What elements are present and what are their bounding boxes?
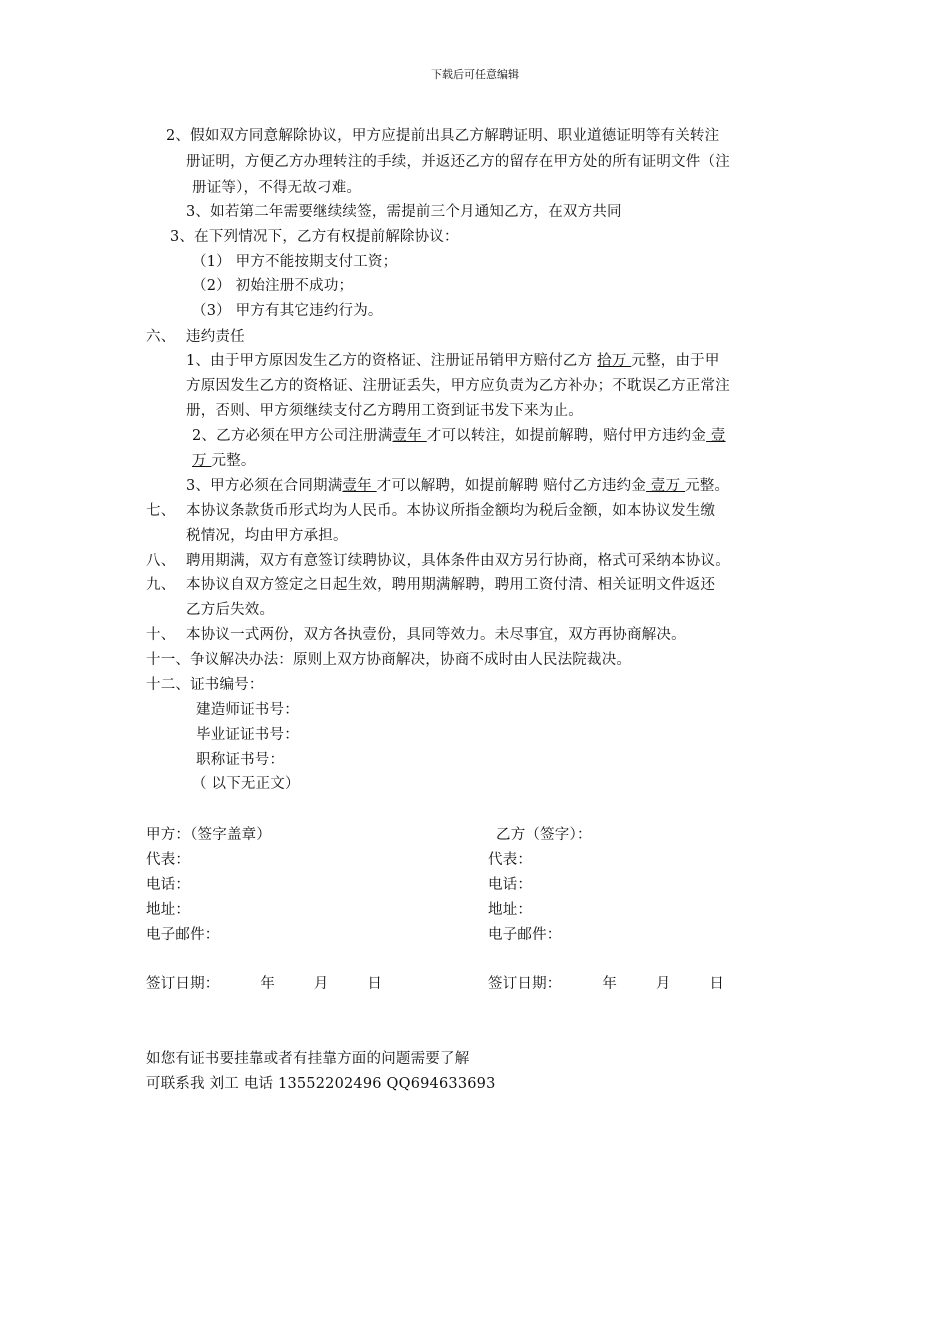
party-a-address: 地址： [146,902,191,918]
certificate-field: 毕业证证书号： [196,727,299,743]
section-8-line1: 聘用期满，双方有意签订续聘协议，具体条件由双方另行协商，格式可采纳本协议。 [186,553,730,569]
footer-line1: 如您有证书要挂靠或者有挂靠方面的问题需要了解 [146,1051,470,1067]
text: 2、乙方必须在甲方公司注册满 [192,428,393,444]
text: 才可以转注，如提前解聘，赔付甲方违约金 [426,428,707,444]
condition-item: （3） 甲方有其它违约行为。 [192,303,383,319]
section-6-p1-line3: 册，否则、甲方须继续支付乙方聘用工资到证书发下来为止。 [186,403,583,419]
end-of-text-note: （ 以下无正文） [192,776,300,792]
penalty-amount: 壹 [706,428,726,444]
day-label: 日 [709,976,725,992]
party-b-phone: 电话： [488,877,533,893]
section-6-p1-line2: 方原因发生乙方的资格证、注册证丢失，甲方应负责为乙方补办；不耽误乙方正常注 [186,378,730,394]
clause-3-renewal: 3、如若第二年需要继续续签，需提前三个月通知乙方，在双方共同 [186,204,622,220]
party-b-email: 电子邮件： [488,927,562,943]
party-b-representative: 代表： [488,852,533,868]
party-a-phone: 电话： [146,877,191,893]
page-header: 下载后可任意编辑 [431,68,519,81]
section-12-title: 十二、证书编号： [146,677,264,693]
party-a-sign-date [146,974,382,994]
text: 元整。 [211,453,256,469]
section-6-title: 违约责任 [186,329,245,345]
certificate-field: 职称证书号： [196,752,285,768]
section-6-number: 六、 [146,329,176,345]
text: 3、甲方必须在合同期满 [186,478,343,494]
certificate-field: 建造师证书号： [196,702,299,718]
section-10-number: 十、 [146,627,176,643]
condition-item: （1） 甲方不能按期支付工资； [192,254,398,270]
section-8-number: 八、 [146,553,176,569]
party-b-signature-label: 乙方（签字）： [496,827,592,843]
year-label: 年 [602,976,618,992]
year-label: 年 [260,976,276,992]
party-a-email: 电子邮件： [146,927,220,943]
section-7-line2: 税情况，均由甲方承担。 [186,528,348,544]
penalty-amount: 壹万 [646,478,686,494]
party-a-representative: 代表： [146,852,191,868]
party-b-sign-date [488,974,724,994]
section-11: 十一、争议解决办法：原则上双方协商解决，协商不成时由人民法院裁决。 [146,652,632,668]
section-7-line1: 本协议条款货币形式均为人民币。本协议所指金额均为税后金额，如本协议发生缴 [186,503,716,519]
month-label: 月 [655,976,671,992]
clause-2-line3: 册证等），不得无故刁难。 [192,180,362,196]
date-label: 签订日期： [146,976,220,992]
section-7-number: 七、 [146,503,176,519]
party-a-signature-label: 甲方：（签字盖章） [146,827,272,843]
term: 壹年 [392,428,427,444]
section-6-p1-line1 [186,351,720,371]
text: 才可以解聘，如提前解聘 赔付乙方违约金 [376,478,647,494]
compensation-amount: 拾万 [597,353,632,369]
section-6-p3 [186,476,729,496]
term: 壹年 [342,478,377,494]
section-9-line1: 本协议自双方签定之日起生效，聘用期满解聘，聘用工资付清、相关证明文件返还 [186,577,716,593]
party-b-address: 地址： [488,902,533,918]
clause-3-termination: 3、在下列情况下，乙方有权提前解除协议： [170,229,459,245]
date-label: 签订日期： [488,976,562,992]
clause-2-line1: 2、假如双方同意解除协议，甲方应提前出具乙方解聘证明、职业道德证明等有关转注 [166,128,720,144]
footer-contact: 可联系我 刘工 电话 13552202496 QQ694633693 [146,1076,496,1092]
penalty-amount: 万 [192,453,212,469]
section-10-line1: 本协议一式两份，双方各执壹份，具同等效力。未尽事宜，双方再协商解决。 [186,627,686,643]
condition-item: （2） 初始注册不成功； [192,278,354,294]
section-9-number: 九、 [146,577,176,593]
day-label: 日 [367,976,383,992]
section-9-line2: 乙方后失效。 [186,602,275,618]
section-6-p2-line1 [192,426,726,446]
clause-2-line2: 册证明，方便乙方办理转注的手续，并返还乙方的留存在甲方处的所有证明文件（注 [186,154,730,170]
text: 元整，由于甲 [631,353,720,369]
section-6-p2-line2 [192,451,256,471]
text: 1、由于甲方原因发生乙方的资格证、注册证吊销甲方赔付乙方 [186,353,598,369]
text: 元整。 [685,478,730,494]
month-label: 月 [313,976,329,992]
